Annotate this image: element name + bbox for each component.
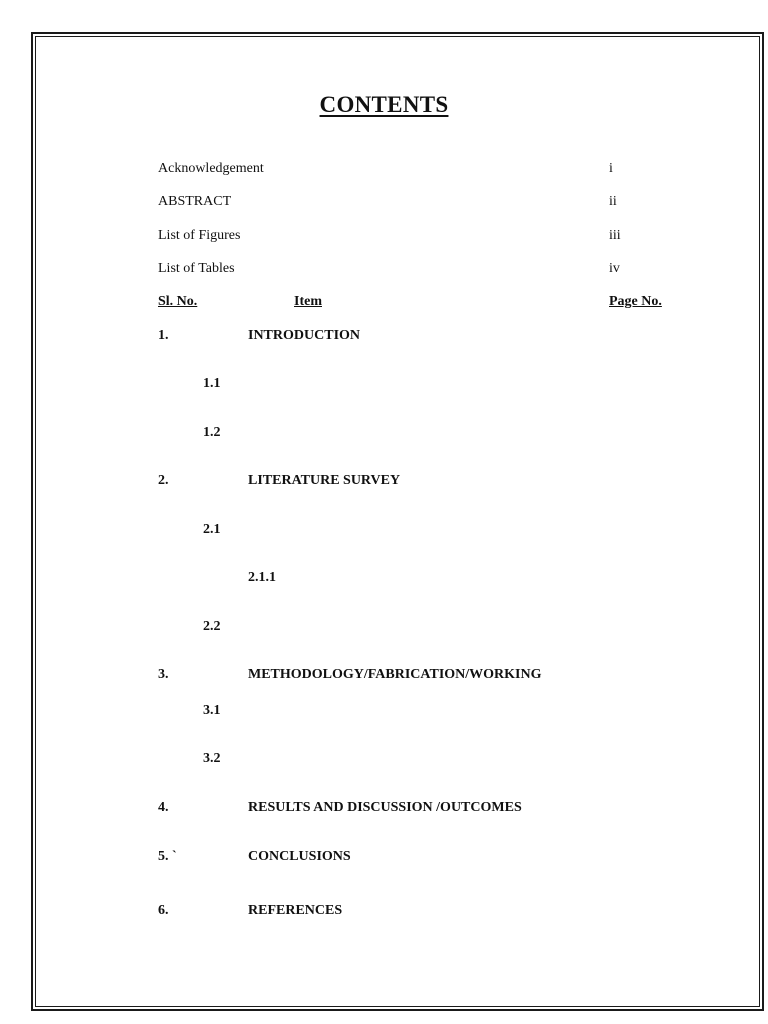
entry-title: RESULTS AND DISCUSSION /OUTCOMES xyxy=(248,800,522,815)
front-matter-page: iii xyxy=(609,228,621,243)
entry-title: INTRODUCTION xyxy=(248,328,361,343)
entry-number: 2.2 xyxy=(203,619,221,634)
entry-number: 1.1 xyxy=(203,376,221,391)
entry-number: 2.1 xyxy=(203,522,221,537)
entry-number: 5. ` xyxy=(158,849,177,864)
entry-title: REFERENCES xyxy=(248,903,343,918)
page-title: CONTENTS xyxy=(319,92,449,117)
front-matter-page: iv xyxy=(609,261,620,276)
page-border-inner xyxy=(35,36,760,1007)
entry-number: 6. xyxy=(158,903,169,918)
front-matter-label: List of Figures xyxy=(158,228,241,243)
front-matter-label: Acknowledgement xyxy=(158,161,264,176)
header-page-no: Page No. xyxy=(609,294,662,309)
front-matter-page: ii xyxy=(609,194,617,209)
entry-number: 3.1 xyxy=(203,703,221,718)
header-item: Item xyxy=(294,294,322,309)
front-matter-label: ABSTRACT xyxy=(158,194,232,209)
entry-number: 4. xyxy=(158,800,169,815)
entry-number: 1. xyxy=(158,328,169,343)
entry-number: 3. xyxy=(158,667,169,682)
entry-title: CONCLUSIONS xyxy=(248,849,351,864)
entry-number: 3.2 xyxy=(203,751,221,766)
front-matter-page: i xyxy=(609,161,613,176)
entry-number: 1.2 xyxy=(203,425,221,440)
front-matter-label: List of Tables xyxy=(158,261,235,276)
entry-number: 2.1.1 xyxy=(248,570,276,585)
header-sl-no: Sl. No. xyxy=(158,294,198,309)
entry-title: LITERATURE SURVEY xyxy=(248,473,401,488)
entry-title: METHODOLOGY/FABRICATION/WORKING xyxy=(248,667,542,682)
entry-number: 2. xyxy=(158,473,169,488)
